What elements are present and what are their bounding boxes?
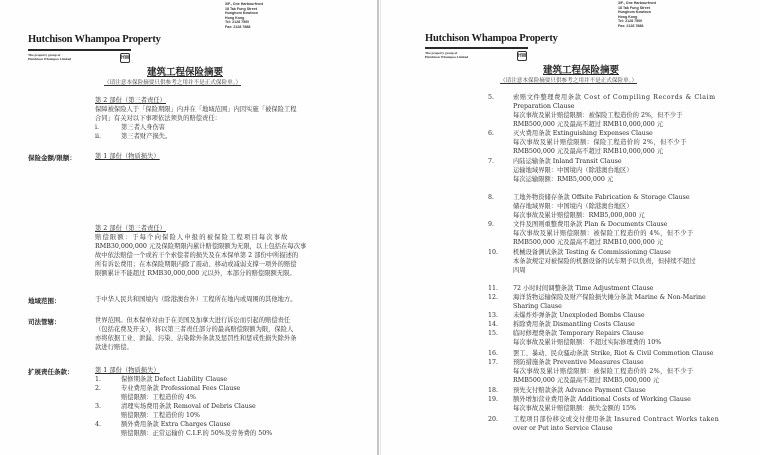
clause-5 — [513, 93, 716, 129]
brand-name: Hutchison Whampoa Property — [28, 34, 161, 45]
item-limit: 赔偿限额：工程造价的 4% — [121, 394, 196, 401]
extensions-list — [95, 366, 365, 438]
section-heading: 第 1 部份（物质损失） — [95, 367, 160, 374]
clause-19 — [513, 395, 691, 413]
clause-8 — [513, 193, 690, 220]
clause-number: 6. — [488, 130, 495, 137]
item-limit: 赔偿限额：工程造价的 10% — [121, 412, 200, 419]
clause-title: 工地外物资储存条款 Offsite Fabrication & Storage Clause — [513, 194, 690, 201]
clause-limit: RMB500,000 元及最高不超过 RMB10,000,000 元 — [513, 148, 664, 155]
paragraph-line: 故中依法赔偿一个或若干个索偿者的损失及在本保单第 2 部份中所描述的 — [95, 252, 299, 259]
paragraph-line: 合同」有关对以下事项依法须负的赔偿责任： — [95, 115, 221, 122]
clause-title: 工程项目部份移交或交付使用条款 Insured Contract Works taken — [513, 416, 720, 423]
clause-limit: RMB500,000 元及最高不超过 RMB5,000,000 元 — [513, 377, 660, 384]
brand-rule — [425, 47, 528, 49]
clause-16 — [513, 349, 713, 358]
item-number: 3. — [95, 403, 102, 410]
clause-13 — [513, 311, 645, 320]
address-line: Hunghom Kowloon — [225, 11, 258, 16]
document-page-left — [0, 0, 378, 455]
clause-title: 拆除费用条款 Dismantling Costs Clause — [513, 321, 635, 328]
clause-17 — [513, 358, 694, 385]
clause-number: 13. — [488, 312, 499, 319]
clause-title: 文件及图则重整费用条款 Plan & Documents Clause — [513, 221, 668, 228]
brand-sub-line: Hutchison Whampoa Limited — [28, 57, 72, 61]
company-address — [225, 2, 263, 30]
brand-subtitle — [425, 51, 468, 59]
clause-number: 15. — [488, 330, 499, 337]
clause-limit: 每次事故及累计赔偿限额：不超过实际修理费的 10% — [513, 339, 662, 346]
clause-limit: RMB500,000 元及最高不超过 RMB10,000,000 元 — [513, 239, 664, 246]
brand-name: Hutchison Whampoa Property — [425, 33, 558, 44]
clause-number: 10. — [488, 249, 499, 256]
clause-title: 灭火费用条款 Extinguishing Expenses Clause — [513, 130, 653, 137]
clause-limit: 每次事故及累计赔偿限额：保险工程造价的 2%，但不少于 — [513, 139, 687, 146]
clause-number: 11. — [488, 285, 499, 292]
address-line: 18 Tak Fung Street — [225, 6, 257, 11]
list-item — [95, 123, 345, 132]
clause-20 — [513, 415, 719, 433]
address-line: Tel: 2128 7500 — [225, 20, 250, 25]
extension-item — [95, 402, 365, 420]
paragraph-line: 赔偿限额：于每个向保险人申报的被保险工程项目每次事故 — [95, 234, 289, 241]
company-address — [618, 1, 656, 29]
clause-title-cont: over or Put into Service Clause — [513, 425, 613, 432]
clause-number: 5. — [488, 94, 495, 101]
clause-limit: RMB500,000 元及最高不超过 RMB10,000,000 元 — [513, 121, 664, 128]
extensions-label: 扩展责任条款： — [28, 368, 74, 376]
clause-6 — [513, 129, 687, 156]
paragraph-line: 款进行赔偿。 — [95, 344, 133, 351]
address-line: 3/F., One Harbourfront — [225, 2, 263, 6]
section2-description — [95, 96, 345, 141]
clause-limit: 运输地域界限：中国境内（除港澳台地区） — [513, 167, 633, 174]
document-title: 建筑工程保险摘要 — [543, 65, 620, 76]
address-line: Hong Kong — [618, 14, 638, 19]
clause-12 — [513, 293, 706, 311]
clause-title: 罢工、暴动、民众骚动条款 Strike, Riot & Civil Commotion Clause — [513, 350, 714, 357]
jurisdiction-label: 司法管辖： — [28, 318, 61, 326]
brand-sub-line: The property group of — [28, 53, 61, 57]
clause-title: 海洋货物运输保险及财产保险损失摊分条款 Marine & Non-Marine — [513, 294, 706, 301]
clause-title: 内陆运输条款 Inland Transit Clause — [513, 158, 622, 165]
clause-number: 19. — [488, 396, 499, 403]
clause-limit: 每次事故及累计赔偿限额：被保险工程造价的 2%，但不少于 — [513, 368, 694, 375]
address-line: Fax: 2128 7888 — [618, 23, 644, 28]
address-line: Hunghom Kowloon — [618, 10, 651, 15]
item-text: 第三者财产损失。 — [121, 133, 172, 140]
clause-title: 预先支付赔款条款 Advance Payment Clause — [513, 387, 646, 394]
item-number: 2. — [95, 385, 102, 392]
clause-limit: 每次事故及累计赔偿限额：损失金额的 15% — [513, 405, 637, 412]
clause-number: 7. — [488, 158, 495, 165]
clause-limit: 四周 — [513, 267, 526, 274]
clause-title: 临时修理费条款 Temporary Repairs Clause — [513, 330, 644, 337]
item-text: 额外费用条款 Extra Charges Clause — [121, 421, 231, 428]
paragraph-line: 所有诉讼费用；在本保险期限内除了震动、移动或减弱支撑一项外的赔偿 — [95, 261, 297, 268]
item-text: 专业费用条款 Professional Fees Clause — [121, 385, 241, 392]
section-heading: 第 2 部份（第三者责任） — [95, 225, 166, 232]
address-line: Fax: 2128 7888 — [225, 24, 251, 29]
clause-14 — [513, 320, 635, 329]
clause-limit: 每次事故及累计赔偿限额：RMB5,000,000 元 — [513, 212, 645, 219]
paragraph-line: 限额累计不能超过 RMB30,000,000 元以外，本部分的赔偿限额无限。 — [95, 270, 296, 277]
brand-sub-line: The property group of — [425, 51, 458, 55]
paragraph-line: RMB30,000,000 元及保险期限内累计赔偿限额为无限，以上包括在每次事 — [95, 243, 307, 250]
item-text: 第三者人身伤害 — [121, 124, 166, 131]
brand-subtitle — [28, 53, 71, 61]
section-heading: 第 2 部份（第三者责任） — [95, 97, 166, 104]
document-subtitle: （请注意本保险摘要只供参考之用并不是正式保险单。） — [104, 80, 242, 86]
clause-limit: 每次运输限额：RMB5,000,000 元 — [513, 176, 614, 183]
paragraph-line: （包括花费及开支），将以第三者责任部分的最高赔偿限额为限，保险人 — [95, 326, 294, 333]
document-subtitle: （请注意本保险摘要只供参考之用并不是正式保险单。） — [500, 78, 638, 84]
clause-title: 机械设备测试条款 Testing & Commissioning Clause — [513, 249, 671, 256]
clause-title: 额外增加营业费用条款 Additional Costs of Working Clause — [513, 396, 691, 403]
extension-item — [95, 375, 365, 384]
clause-11 — [513, 284, 654, 293]
paragraph-line: 亦将依据工业、泄漏、污染、沾染除外条款及惩罚性和惩戒性损失除外条 — [95, 335, 297, 342]
item-limit: 赔偿限额：正常运输价 C.I.F.的 50%及劳务费的 50% — [121, 430, 273, 437]
territory-text: 于中华人民共和国境内（除港澳台外）工程所在地内或周围的其他地方。 — [95, 296, 297, 303]
clause-title: 索赔文件整理费用条款 Cost of Compiling Records & Claim — [513, 94, 716, 101]
clause-limit: 每次事故及累计赔偿限额：被保险工程造价的 2%，但不少于 — [513, 112, 683, 119]
clause-number: 16. — [488, 350, 499, 357]
territory-label: 地域范围： — [28, 297, 61, 305]
paragraph-line: 保障被保险人于「保险期限」内并在「地域范围」内因实施「被保险工程 — [95, 106, 297, 113]
address-line: Tel: 2128 7500 — [618, 19, 643, 24]
address-line: Hong Kong — [225, 15, 245, 20]
clause-title-cont: Preparation Clause — [513, 103, 575, 110]
document-page-right — [381, 0, 760, 455]
clause-title: 未爆炸炸弹条款 Unexploded Bombs Clause — [513, 312, 645, 319]
clause-limit: 本条款规定对被保险的机器设备的试车期予以负责，但持续不超过 — [513, 258, 696, 265]
page-divider — [377, 0, 379, 455]
sum-insured-label: 保险金额/限额： — [28, 154, 76, 162]
clause-title-cont: Sharing Clause — [513, 303, 562, 310]
clause-limit: 储存地域界限：中国境内（除港澳台地区） — [513, 203, 633, 210]
item-number: 1. — [95, 376, 102, 383]
list-item — [95, 132, 345, 141]
paragraph-line: 世界范围。但本保单对由于在美国及加拿大进行诉讼而引起的赔偿责任 — [95, 317, 291, 324]
extension-item — [95, 420, 365, 438]
address-line: 18 Tak Fung Street — [618, 5, 650, 10]
clause-number: 18. — [488, 387, 499, 394]
extension-item — [95, 384, 365, 402]
document-title: 建筑工程保险摘要 — [147, 67, 224, 78]
clause-number: 20. — [488, 416, 499, 423]
clause-number: 12. — [488, 294, 499, 301]
sum-insured-part1: 第 1 部份（物质损失） — [95, 153, 160, 160]
clause-limit: 每次事故及累计赔偿限额：被保险工程造价的 4%，但不少于 — [513, 230, 694, 237]
clause-18 — [513, 386, 646, 395]
item-number: ii. — [95, 133, 102, 140]
clause-10 — [513, 248, 696, 275]
clause-7 — [513, 157, 633, 184]
clause-number: 8. — [488, 194, 495, 201]
company-logo-icon: HW — [121, 55, 130, 61]
clause-number: 14. — [488, 321, 499, 328]
brand-rule — [28, 49, 131, 51]
clause-number: 17. — [488, 359, 499, 366]
item-text: 保修期条款 Defect Liability Clause — [121, 376, 228, 383]
company-logo-icon: HW — [518, 53, 527, 59]
clause-title: 预防措施条款 Preventive Measures Clause — [513, 359, 644, 366]
clause-title: 72 小时时间调整条款 Time Adjustment Clause — [513, 285, 654, 292]
item-number: i. — [95, 124, 100, 131]
item-number: 4. — [95, 421, 102, 428]
clause-9 — [513, 220, 694, 247]
jurisdiction-text — [95, 316, 345, 352]
clause-15 — [513, 329, 661, 347]
clause-number: 9. — [488, 221, 495, 228]
third-party-limit — [95, 224, 345, 278]
brand-sub-line: Hutchison Whampoa Limited — [425, 55, 469, 59]
item-text: 清理实场费用条款 Removal of Debris Clause — [121, 403, 256, 410]
address-line: 3/F., One Harbourfront — [618, 1, 656, 5]
